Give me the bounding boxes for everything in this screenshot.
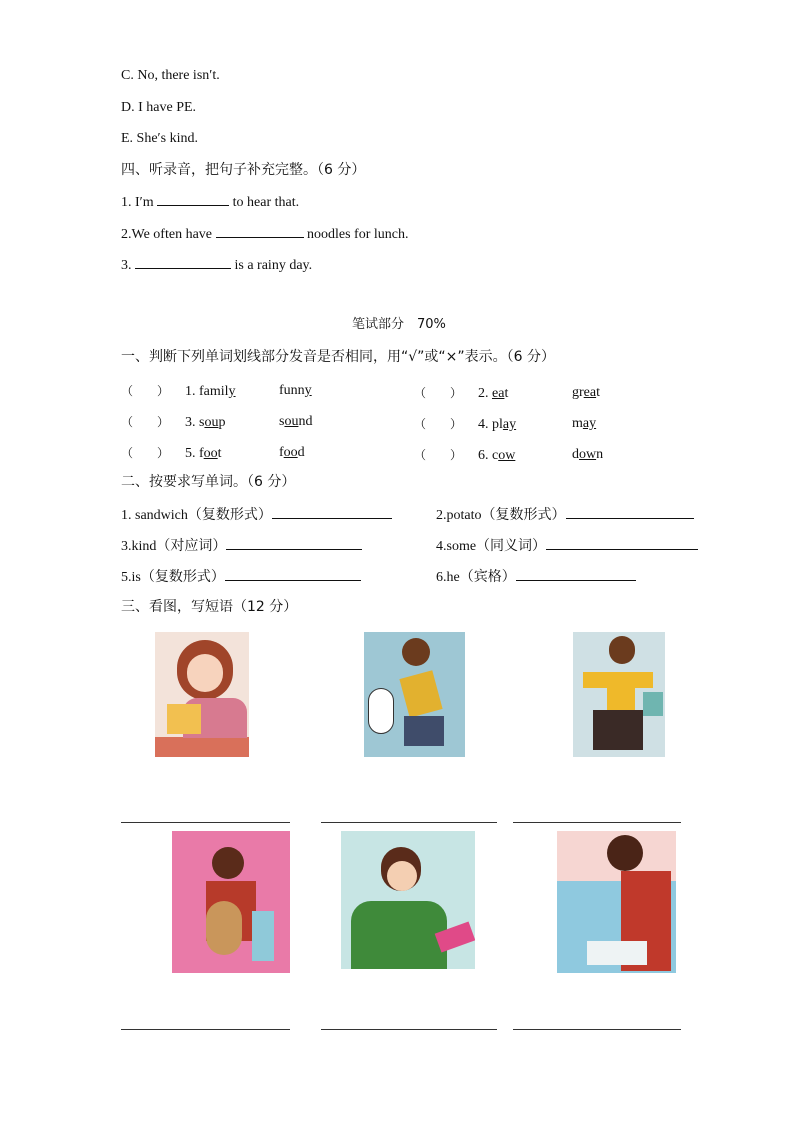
option-c: C. No, there isn′t. [121,68,220,83]
item-number: 5. [185,446,196,461]
word-a [492,386,508,401]
underlined-letters: ow [579,447,597,462]
picture-boy-football [364,632,465,757]
phonics-item [414,384,600,403]
option-e: E. She′s kind. [121,131,198,146]
underlined-letters: ou [284,414,299,429]
word-part: f [279,445,284,460]
word-task-1: 1. sandwich（复数形式） [121,505,392,525]
word-part: s [279,414,285,429]
word-task-6: 6.he（宾格） [436,567,636,587]
answer-paren[interactable]: （ ） [414,417,463,431]
word-b [279,382,312,400]
answer-paren[interactable]: （ ） [414,386,463,400]
word-task-3: 3.kind（对应词） [121,536,362,556]
word-part: funn [279,383,305,398]
word-a [199,446,222,461]
phonics-item [414,446,604,465]
word-part: t [217,446,222,461]
word-b [572,415,596,433]
underlined-letters: ea [583,385,597,400]
underlined-letters: ay [582,416,597,431]
underlined-letters: oo [283,445,298,460]
item-number: 6. [478,448,489,463]
word-task-2: 2.potato（复数形式） [436,505,694,525]
word-part: t [596,385,600,400]
underlined-letters: ou [204,415,219,430]
underlined-letters: y [304,383,312,398]
word-part: s [199,415,205,430]
section1-title: 一、判断下列单词划线部分发音是否相同，用“√”或“×”表示。（6 分） [121,349,556,365]
phonics-item [121,382,312,401]
word-part: d [572,447,579,462]
item-number: 2. [478,386,489,401]
picture-boy-dancing [573,632,665,757]
word-a [492,448,515,463]
word-part: pl [492,417,503,432]
word-b [279,413,312,431]
answer-line[interactable] [321,822,497,823]
sentence-1: 1. I′m to hear that. [121,192,299,212]
item-number: 4. [478,417,489,432]
picture-girl-washing [557,831,676,973]
section4-title: 四、听录音，把句子补充完整。（6 分） [121,162,366,178]
underlined-letters: ow [498,448,516,463]
item-number: 3. [185,415,196,430]
blank[interactable] [216,224,304,238]
answer-paren[interactable]: （ ） [121,384,170,398]
underlined-letters: ea [492,386,505,401]
word-part: famil [199,384,229,399]
picture-girl-pipa [172,831,290,973]
blank[interactable] [516,567,636,581]
blank[interactable] [566,505,694,519]
word-part: d [297,445,305,460]
sentence-3: 3. is a rainy day. [121,255,312,275]
blank[interactable] [226,536,362,550]
section2-title: 二、按要求写单词。（6 分） [121,474,296,490]
word-part: f [199,446,204,461]
section3-title: 三、看图，写短语（12 分） [121,599,298,615]
word-part: gr [572,385,584,400]
word-a [492,417,516,432]
picture-boy-singing [341,831,475,969]
answer-paren[interactable]: （ ） [414,448,463,462]
answer-line[interactable] [513,1029,681,1030]
blank[interactable] [225,567,361,581]
word-b [572,446,603,464]
word-part: t [504,386,509,401]
word-part: c [492,448,499,463]
picture-girl-reading [155,632,249,757]
phonics-item [414,415,597,434]
blank[interactable] [546,536,698,550]
answer-line[interactable] [121,1029,290,1030]
blank[interactable] [272,505,392,519]
written-section-header: 笔试部分 70% [352,317,446,332]
word-part: nd [298,414,313,429]
answer-line[interactable] [121,822,290,823]
word-a [199,384,236,399]
word-part: m [572,416,583,431]
word-a [199,415,225,430]
underlined-letters: oo [203,446,218,461]
answer-line[interactable] [513,822,681,823]
option-d: D. I have PE. [121,100,197,115]
blank[interactable] [135,255,231,269]
answer-line[interactable] [321,1029,497,1030]
word-b [572,384,600,402]
underlined-letters: ay [502,417,517,432]
blank[interactable] [157,192,229,206]
phonics-item [121,413,313,432]
word-task-5: 5.is（复数形式） [121,567,361,587]
word-b [279,444,305,462]
word-task-4: 4.some（同义词） [436,536,698,556]
answer-paren[interactable]: （ ） [121,415,170,429]
underlined-letters: y [228,384,236,399]
sentence-2: 2.We often have noodles for lunch. [121,224,408,244]
word-part: p [218,415,226,430]
phonics-item [121,444,305,463]
answer-paren[interactable]: （ ） [121,446,170,460]
word-part: n [596,447,604,462]
item-number: 1. [185,384,196,399]
